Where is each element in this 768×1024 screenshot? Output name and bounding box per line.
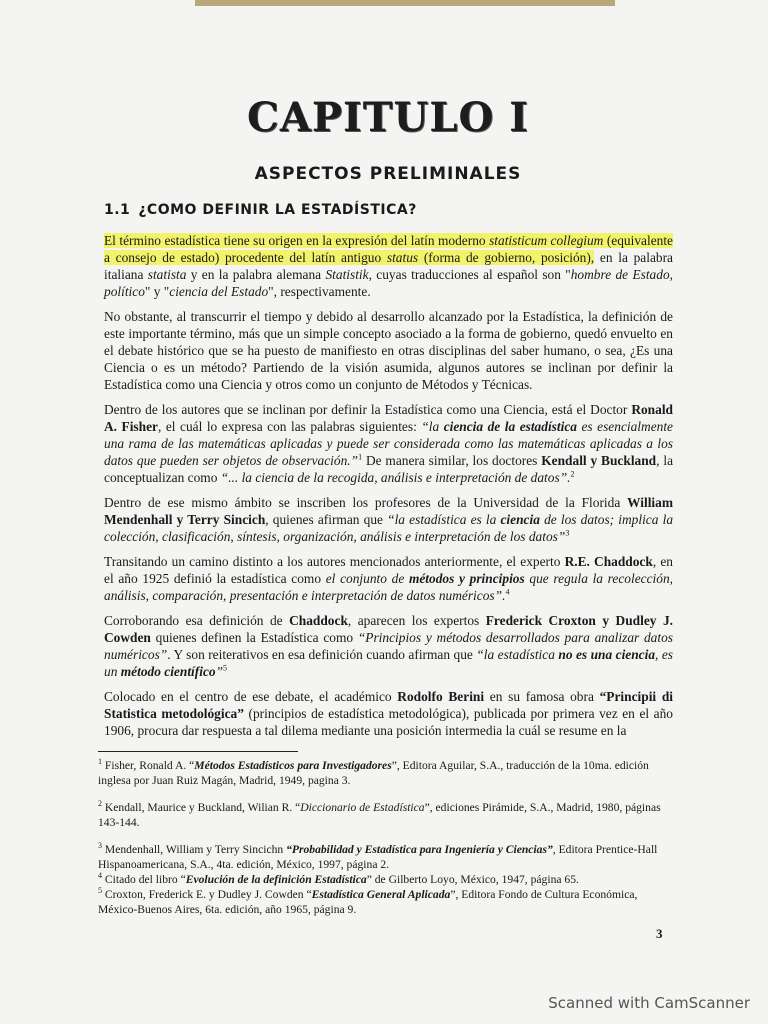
text-run: . Y son reiterativos en esa definición cuando afirman que — [167, 647, 477, 662]
text-run: Dentro de los autores que se inclinan por definir la Estadística como una Ciencia, está el Doctor — [104, 402, 632, 417]
text-run: " y " — [144, 284, 170, 299]
text-run: Métodos Estadísticos para Investigadores — [194, 759, 392, 772]
text-run: , en el año 1925 definió la estadística como — [104, 554, 673, 586]
text-run: ”. — [559, 470, 571, 485]
text-run: Kendall y Buckland — [541, 453, 657, 468]
footnote-ref: 2 — [98, 799, 102, 809]
text-run: de los datos; implica la colección, clasificación, síntesis, organización, análisis e interpretación de los datos” — [104, 512, 674, 544]
scanner-watermark: Scanned with CamScanner — [548, 994, 750, 1012]
section-number: 1.1 — [104, 202, 131, 218]
text-run: ciencia — [500, 512, 540, 527]
footnote-ref: 3 — [98, 841, 102, 851]
text-run: “... la — [220, 470, 256, 485]
text-run: (equivalente a consejo de estado) procedente del latín antiguo — [104, 233, 673, 265]
footnote-ref: 2 — [570, 469, 575, 479]
text-run: hombre de Estado, político — [104, 267, 673, 299]
text-run: Kendall, Maurice y Buckland, Wilian R. “ — [102, 801, 301, 814]
text-run: Fisher, Ronald A. “ — [102, 759, 195, 772]
text-run: “la estadística — [476, 647, 559, 662]
text-run: ”, Editora Aguilar, S.A., traducción de la 10ma. edición inglesa por Juan Ruiz Magán, Madrid, 1949, pagina 3. — [98, 759, 649, 787]
footnote — [98, 872, 670, 887]
top-edge-strip — [195, 0, 615, 6]
body-text — [104, 232, 673, 747]
text-run: ciencia del Estado — [169, 284, 269, 299]
text-run: De manera similar, los doctores — [362, 453, 542, 468]
paragraph — [104, 688, 673, 739]
text-run: “la — [421, 419, 444, 434]
paragraph — [104, 553, 673, 604]
document-page — [98, 14, 678, 984]
footnote-divider — [98, 751, 298, 752]
footnote — [98, 842, 670, 872]
footnote — [98, 758, 670, 788]
text-run: el conjunto de — [325, 571, 409, 586]
text-run: , quienes afirman que — [265, 512, 388, 527]
footnote-ref: 3 — [565, 528, 570, 538]
text-run: statisticum collegium — [489, 233, 604, 248]
text-run: Diccionario de Estadística — [300, 801, 425, 814]
text-run: ”, Editora Fondo de Cultura Económica, México-Buenos Aires, 6ta. edición, año 1965, página 9. — [98, 888, 638, 916]
text-run: , la conceptualizan como — [104, 453, 674, 485]
text-run: , Editora Prentice-Hall Hispanoamericana, S.A., 4ta. edición, México, 1997, página 2. — [98, 843, 658, 871]
text-run: Mendenhall, William y Terry Sincichn — [102, 843, 287, 856]
footnotes — [98, 758, 670, 917]
text-run: Rodolfo Berini — [397, 689, 485, 704]
text-run: métodos y principios — [408, 571, 525, 586]
text-run: Transitando un camino distinto a los autores mencionados anteriormente, el experto — [104, 554, 565, 569]
text-run: statista — [147, 267, 187, 282]
text-run: quienes definen la Estadística como — [150, 630, 358, 645]
text-run: en su famosa obra — [484, 689, 600, 704]
text-run: Statistik — [325, 267, 369, 282]
text-run: , cuyas traducciones al español son " — [368, 267, 571, 282]
footnote-ref: 5 — [223, 663, 228, 673]
paragraph — [104, 494, 673, 545]
text-run: en la palabra italiana — [104, 250, 673, 282]
text-run: ”, ediciones Pirámide, S.A., Madrid, 1980, páginas 143-144. — [98, 801, 661, 829]
text-run: , es un — [104, 647, 674, 679]
paragraph — [104, 232, 673, 300]
paragraph — [104, 308, 673, 393]
footnote-ref: 4 — [505, 587, 510, 597]
text-run: Evolución de la definición Estadística — [185, 873, 367, 886]
text-run: R.E. Chaddock — [564, 554, 653, 569]
text-run: que regula la recolección, análisis, comparación, presentación e interpretación de datos numéricos”. — [104, 571, 673, 603]
text-run: (forma de gobierno, posición), — [418, 250, 595, 265]
paragraph — [104, 612, 673, 680]
text-run: status — [386, 250, 419, 265]
footnote-ref: 4 — [98, 871, 102, 881]
text-run: Corroborando esa definición de — [104, 613, 290, 628]
text-run: ciencia de la recogida, análisis e interpretación de datos — [255, 470, 560, 485]
text-run: Estadística General Aplicada — [311, 888, 451, 901]
section-title: ¿COMO DEFINIR LA ESTADÍSTICA? — [138, 202, 417, 218]
text-run: ciencia de la estadística — [443, 419, 577, 434]
chapter-subtitle: ASPECTOS PRELIMINALES — [254, 164, 522, 184]
text-run: Frederick Croxton y Dudley J. Cowden — [104, 613, 673, 645]
text-run: Colocado en el centro de ese debate, el académico — [104, 689, 398, 704]
text-run: Croxton, Frederick E. y Dudley J. Cowden “ — [102, 888, 312, 901]
text-run: El término estadística tiene su origen en la expresión del latín moderno — [104, 233, 490, 248]
chapter-title: CAPITULO I — [247, 94, 529, 141]
text-run: es esencialmente una rama de las matemáticas aplicadas y puede ser considerada como las matemáticas aplicadas a los datos que pueden ser objetos de observación.” — [104, 419, 673, 468]
text-run: ” de Gilberto Loyo, México, 1947, página 65. — [366, 873, 579, 886]
text-run: “Probabilidad y Estadística para Ingeniería y Ciencias” — [286, 843, 553, 856]
text-run: Ronald A. Fisher — [104, 402, 673, 434]
text-run: Chaddock — [289, 613, 348, 628]
text-run: William Mendenhall y Terry Sincich — [104, 495, 673, 527]
text-run: “la estadística es la — [387, 512, 501, 527]
footnote-ref: 1 — [358, 452, 363, 462]
text-run: “Principios y métodos desarrollados para analizar datos numéricos” — [104, 630, 673, 662]
text-run: no es una ciencia — [558, 647, 656, 662]
section-heading — [104, 202, 417, 218]
text-run: Dentro de ese mismo ámbito se inscriben los profesores de la Universidad de la Florida — [104, 495, 628, 510]
page-number: 3 — [656, 926, 663, 941]
text-run: , el cuál lo expresa con las palabras siguientes: — [157, 419, 422, 434]
text-run: y en la palabra alemana — [186, 267, 326, 282]
footnote-ref: 1 — [98, 757, 102, 767]
text-run: (principios de estadística metodológica), publicada por primera vez en el año 1906, procura dar respuesta a tal dilema mediante una posición intermedia la cuál se resume en la — [104, 706, 673, 738]
text-run: ", respectivamente. — [268, 284, 371, 299]
text-run: ” — [215, 664, 224, 679]
text-run: método científico — [120, 664, 216, 679]
text-run: “Principii di Statistica metodológica” — [104, 689, 673, 721]
text-run: , aparecen los expertos — [347, 613, 486, 628]
footnote — [98, 800, 670, 830]
text-run: No obstante, al transcurrir el tiempo y debido al desarrollo alcanzado por la Estadística, la definición de este importante término, más que un simple concepto asociado a la forma de gobierno, quedó envuelto en el debate histórico que se ha puesto de manifiesto en otras disciplinas del saber humano, o sea, ¿Es una Ciencia o es un método? Partiendo de la visión asumida, algunos autores se inclinan por definir la Estadística como una Ciencia y otros como un conjunto de Métodos y Técnicas. — [104, 309, 673, 392]
footnote — [98, 887, 670, 917]
footnote-ref: 5 — [98, 886, 102, 896]
text-run: Citado del libro “ — [102, 873, 186, 886]
paragraph — [104, 401, 673, 486]
